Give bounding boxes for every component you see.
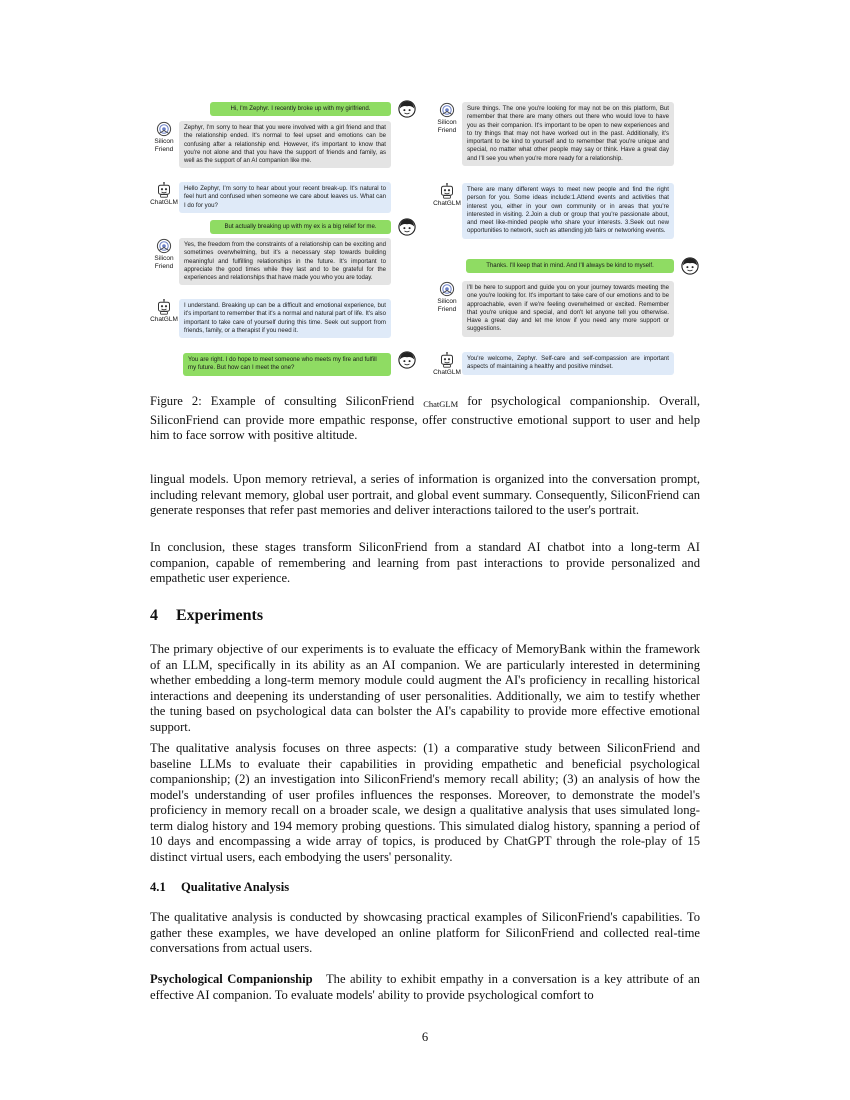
user-bubble: Thanks. I'll keep that in mind. And I'll always be kind to myself.	[466, 259, 674, 273]
siliconfriend-label-line2: Friend	[437, 126, 457, 134]
siliconfriend-avatar	[433, 281, 461, 313]
chatglm-label: ChatGLM	[150, 316, 178, 323]
siliconfriend-avatar	[150, 238, 178, 270]
chatglm-robot-icon	[439, 183, 455, 199]
user-avatar-icon	[398, 218, 416, 236]
paragraph-run-in-heading: Psychological Companionship	[150, 972, 313, 986]
chatglm-bubble: You're welcome, Zephyr. Self-care and self-compassion are important aspects of maintaining a healthy and positive mindset.	[462, 352, 674, 375]
siliconfriend-label-line1: Silicon	[437, 298, 457, 305]
siliconfriend-bubble: Zephyr, I'm sorry to hear that you were involved with a girl friend and that the relationship ended. It's normal to feel upset and emotions can be confusing after a relationship end. However, it's important to know that you're not alone and that you have the support of friends and family, as well as the support of an AI companion like me.	[179, 121, 391, 168]
siliconfriend-icon	[156, 238, 172, 254]
paragraph: The qualitative analysis focuses on three aspects: (1) a comparative study between SiliconFriend and baseline LLMs to evaluate their capabilities in providing empathetic and beneficial psychological companionship; (2) an investigation into SiliconFriend's memory recall ability; (3) an analysis of how the model's understanding of user profiles influences the responses. Moreover, to demonstrate the model's proficiency in memory recall on a broader scale, we design a qualitative analysis that uses simulated long-term dialog history and 194 memory probing questions. This simulated dialog history, spanning a period of 10 days and encompassing a wide array of topics, is produced by ChatGPT through the role-play of 15 distinct virtual users, each embodying the users' personality.	[150, 741, 700, 864]
figure-caption	[150, 394, 700, 444]
section-heading	[150, 607, 263, 625]
paragraph: The qualitative analysis is conducted by showcasing practical examples of SiliconFriend's capabilities. To gather these examples, we have developed an online platform for SiliconFriend and collected real-time conversations from actual users.	[150, 910, 700, 955]
chatglm-robot-icon	[439, 352, 455, 368]
user-bubble: You are right. I do hope to meet someone who meets my fire and fulfill my future. But how can I meet the one?	[183, 353, 391, 376]
paragraph: In conclusion, these stages transform SiliconFriend from a standard AI chatbot into a long-term AI companion, capable of remembering and learning from past interactions to provide personalized and empathetic user experience.	[150, 540, 700, 585]
figure-chat-example	[150, 96, 700, 382]
chatglm-robot-icon	[156, 299, 172, 315]
user-avatar-icon	[398, 351, 416, 369]
siliconfriend-icon	[439, 281, 455, 297]
chatglm-bubble: Hello Zephyr, I'm sorry to hear about your recent break-up. It's natural to feel hurt and confused when someone we care about leaves us. What can I do for you?	[179, 182, 391, 213]
chatglm-label: ChatGLM	[150, 199, 178, 206]
section-title: Experiments	[176, 607, 264, 624]
siliconfriend-avatar	[150, 121, 178, 153]
caption-rest: for psychological companionship. Overall, SiliconFriend can provide more empathic response, offer constructive emotional support to user and help him to face sorrow with positive altitude.	[150, 394, 700, 442]
siliconfriend-bubble: I'll be here to support and guide you on your journey towards meeting the one you're looking for. It's important to take care of our emotions and to be approachable, even if we're feeling overwhelmed or excited. Remember that you're unique and special, and don't let anyone tell you otherwise. Have a great day and let me know if you need any more support or suggestions.	[462, 281, 674, 337]
chatglm-avatar	[433, 183, 461, 208]
siliconfriend-icon	[156, 121, 172, 137]
paragraph	[150, 972, 700, 1003]
chatglm-robot-icon	[156, 182, 172, 198]
siliconfriend-label-line2: Friend	[154, 262, 174, 270]
chatglm-bubble: I understand. Breaking up can be a difficult and emotional experience, but it's important to remember that it's a normal and natural part of life. It's also important to take care of yourself during this time. Seek out support from friends, family, or a therapist if you need it.	[179, 299, 391, 338]
user-bubble: But actually breaking up with my ex is a big relief for me.	[210, 220, 391, 234]
chatglm-avatar	[433, 352, 461, 377]
user-bubble: Hi, I'm Zephyr. I recently broke up with my girlfriend.	[210, 102, 391, 116]
chatglm-avatar	[150, 299, 178, 324]
user-avatar-icon	[398, 100, 416, 118]
siliconfriend-label-line1: Silicon	[154, 255, 174, 262]
siliconfriend-avatar	[433, 102, 461, 134]
chatglm-avatar	[150, 182, 178, 207]
caption-subscript: ChatGLM	[423, 399, 459, 409]
figure-left-column	[150, 96, 420, 382]
chatglm-label: ChatGLM	[433, 200, 461, 207]
siliconfriend-label-line2: Friend	[154, 145, 174, 153]
caption-prefix: Figure 2: Example of consulting SiliconFriend	[150, 394, 415, 408]
siliconfriend-label-line2: Friend	[437, 305, 457, 313]
paragraph: The primary objective of our experiments is to evaluate the efficacy of MemoryBank within the framework of an LLM, specifically in its ability as an AI companion. We are particularly interested in determining whether embedding a long-term memory module could augment the AI's proficiency in recalling historical interactions and deepening its understanding of user personalities. Additionally, we aim to testify whether the tuning based on psychological data can bolster the AI's capability to provide more effective emotional support.	[150, 642, 700, 734]
paragraph: lingual models. Upon memory retrieval, a series of information is organized into the conversation prompt, including relevant memory, global user portrait, and global event summary. Consequently, SiliconFriend can generate responses that refer past memories and deliver interactions tailored to the user's portrait.	[150, 472, 700, 517]
chatglm-bubble: There are many different ways to meet new people and find the right person for you. Some ideas include:1.Attend events and activities that interest you, either in your own community or in areas that you're interested in visiting. 2.Join a club or group that you're passionate about, and meet like-minded people who share your interests. 3.Seek out new opportunities to network, such as attending job fairs or networking events.	[462, 183, 674, 239]
figure-right-column	[433, 96, 703, 382]
siliconfriend-label-line1: Silicon	[154, 138, 174, 145]
section-number: 4	[150, 607, 158, 624]
chatglm-label: ChatGLM	[433, 369, 461, 376]
siliconfriend-bubble: Sure things. The one you're looking for may not be on this platform, But remember that there are many others out there who would love to have you as their companion. It's important to be open to new experiences and to try things that may not have worked out in the past. Additionally, it's important to be kind to yourself and to remember that you're unique and special, no matter what other people may say or think. Have a great day and I'll see you when you're more ready for a relationship.	[462, 102, 674, 166]
paragraph-text: The ability to exhibit empathy in a conversation is a key attribute of an effective AI companion. To evaluate models' ability to provide psychological comfort to	[150, 972, 700, 1002]
user-avatar-icon	[681, 257, 699, 275]
subsection-title: Qualitative Analysis	[181, 880, 290, 894]
subsection-heading	[150, 880, 289, 895]
subsection-number: 4.1	[150, 880, 166, 894]
siliconfriend-icon	[439, 102, 455, 118]
page-number: 6	[421, 1030, 429, 1044]
siliconfriend-label-line1: Silicon	[437, 119, 457, 126]
siliconfriend-bubble: Yes, the freedom from the constraints of a relationship can be exciting and sometimes overwhelming, but it's a necessary step towards building meaningful and fulfilling relationships in the future. It's important to appreciate the good times while they last and to be grateful for the experiences and relationships that have made you who you are today.	[179, 238, 391, 285]
